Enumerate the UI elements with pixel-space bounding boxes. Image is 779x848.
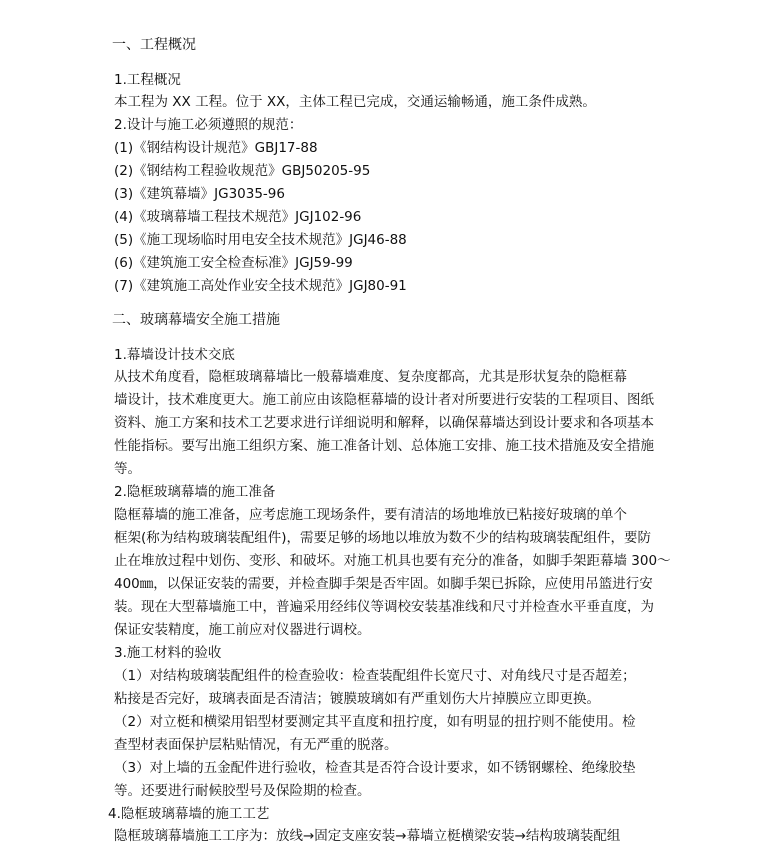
paragraph-line: 粘接是否完好，玻璃表面是否清洁；镀膜玻璃如有严重划伤大片掉膜应立即更换。 — [114, 691, 600, 707]
spec-item: (5)《施工现场临时用电安全技术规范》JGJ46-88 — [114, 232, 407, 248]
subheading-construction-preparation: 2.隐框玻璃幕墙的施工准备 — [114, 484, 276, 500]
spec-item: (1)《钢结构设计规范》GBJ17-88 — [114, 140, 318, 156]
paragraph-line: （2）对立梃和横梁用铝型材要测定其平直度和扭拧度，如有明显的扭拧则不能使用。检 — [114, 714, 636, 730]
paragraph-line: 400㎜，以保证安装的需要，并检查脚手架是否牢固。如脚手架已拆除，应使用吊篮进行安 — [114, 576, 653, 592]
subheading-construction-process: 4.隐框玻璃幕墙的施工工艺 — [108, 806, 270, 822]
paragraph-line: 隐框幕墙的施工准备，应考虑施工现场条件，要有清洁的场地堆放已粘接好玻璃的单个 — [114, 507, 627, 523]
subheading-project-overview: 1.工程概况 — [114, 72, 181, 88]
paragraph-line: （1）对结构玻璃装配组件的检查验收：检查装配组件长宽尺寸、对角线尺寸是否超差； — [114, 668, 636, 684]
paragraph-line: （3）对上墙的五金配件进行验收，检查其是否符合设计要求，如不锈钢螺栓、绝缘胶垫 — [114, 760, 636, 776]
subheading-material-acceptance: 3.施工材料的验收 — [114, 645, 222, 661]
spec-item: (2)《钢结构工程验收规范》GBJ50205-95 — [114, 163, 371, 179]
paragraph-line: 资料、施工方案和技术工艺要求进行详细说明和解释，以确保幕墙达到设计要求和各项基本 — [114, 415, 654, 431]
paragraph-line: 止在堆放过程中划伤、变形、和破坏。对施工机具也要有充分的准备，如脚手架距幕墙 300～ — [114, 553, 671, 569]
project-overview-text: 本工程为 XX 工程。位于 XX，主体工程已完成，交通运输畅通，施工条件成熟。 — [114, 94, 596, 110]
spec-item: (6)《建筑施工安全检查标准》JGJ59-99 — [114, 255, 353, 271]
subheading-design-briefing: 1.幕墙设计技术交底 — [114, 347, 235, 363]
paragraph-line: 隐框玻璃幕墙施工工序为：放线→固定支座安装→幕墙立梃横梁安装→结构玻璃装配组 — [114, 828, 621, 844]
subheading-specifications: 2.设计与施工必须遵照的规范： — [114, 117, 303, 133]
paragraph-line: 等。还要进行耐候胶型号及保险期的检查。 — [114, 783, 371, 799]
paragraph-line: 性能指标。要写出施工组织方案、施工准备计划、总体施工安排、施工技术措施及安全措施 — [114, 438, 654, 454]
section-heading-overview: 一、工程概况 — [112, 37, 196, 53]
paragraph-line: 框架(称为结构玻璃装配组件)，需要足够的场地以堆放为数不少的结构玻璃装配组件，要防 — [114, 530, 652, 546]
paragraph-line: 装。现在大型幕墙施工中，普遍采用经纬仪等调校安装基准线和尺寸并检查水平垂直度，为 — [114, 599, 654, 615]
paragraph-line: 墙设计，技术难度更大。施工前应由该隐框幕墙的设计者对所要进行安装的工程项目、图纸 — [114, 392, 654, 408]
paragraph-line: 查型材表面保护层粘贴情况，有无严重的脱落。 — [114, 737, 398, 753]
paragraph-line: 从技术角度看，隐框玻璃幕墙比一般幕墙难度、复杂度都高，尤其是形状复杂的隐框幕 — [114, 369, 627, 385]
paragraph-line: 保证安装精度，施工前应对仪器进行调校。 — [114, 622, 371, 638]
spec-item: (4)《玻璃幕墙工程技术规范》JGJ102-96 — [114, 209, 362, 225]
paragraph-line: 等。 — [114, 461, 141, 477]
spec-item: (7)《建筑施工高处作业安全技术规范》JGJ80-91 — [114, 278, 407, 294]
section-heading-safety-measures: 二、玻璃幕墙安全施工措施 — [112, 312, 280, 328]
spec-item: (3)《建筑幕墙》JG3035-96 — [114, 186, 285, 202]
